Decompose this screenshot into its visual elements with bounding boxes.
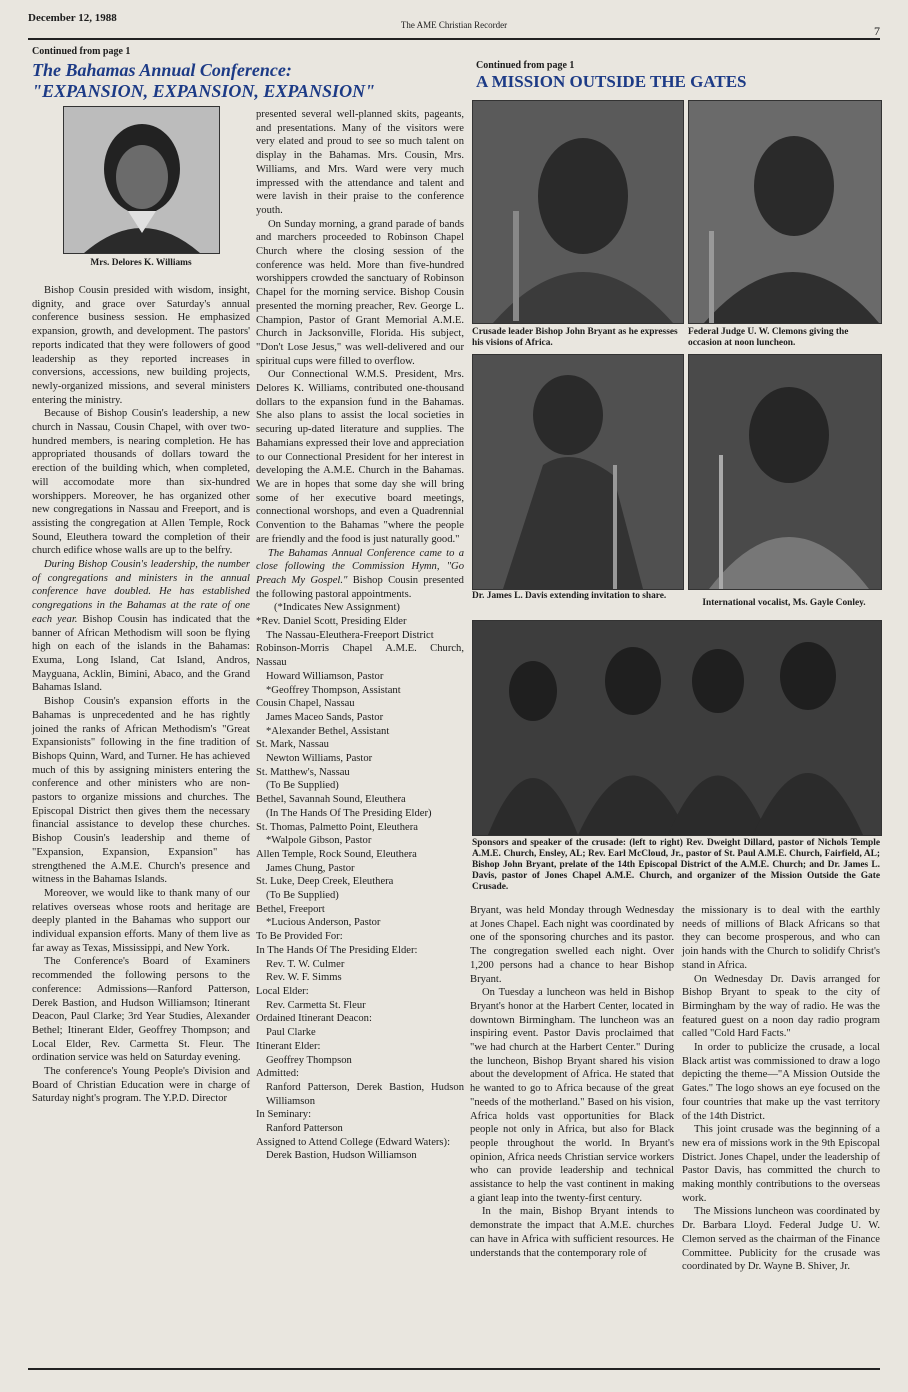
paragraph: The Missions luncheon was coordinated by Dr. Barbara Lloyd. Federal Judge U. W. Clemon served as the chairman of the Finance Committee. Publicity for the crusade was coordinated by Dr. Wayne B. Shiver, Jr.: [682, 1206, 880, 1273]
page-header: [28, 10, 880, 36]
right-article-column-3: [470, 904, 674, 1260]
paragraph: Bishop Cousin presided with wisdom, insight, dignity, and grace over Saturday's annual conference business session. He emphasized expansion, growth, and development. The pastors' reports indicated that they were followers of good leadership as they reported increases in conversions, accessions, new building projects, newly-organized missions, and several ministers entering the ministry.: [32, 285, 250, 406]
paragraph: the missionary is to deal with the earthly needs of millions of Black Africans so that they can become prosperous, and who can join hands with the Church to solidify Christ's stand in Africa.: [682, 905, 880, 971]
appointment-line: St. Matthew's, Nassau: [256, 766, 350, 778]
appointment-line: Paul Clarke: [266, 1027, 316, 1039]
caption-photo5: Sponsors and speaker of the crusade: (left to right) Rev. Dweight Dillard, pastor of Nichols Temple A.M.E. Church, Ensley, AL; Rev. Earl McCloud, Jr., pastor of St. Paul A.M.E. Church, Fairfield, AL; Bishop John Bryant, prelate of the 14th Episcopal District of the A.M.E. Church; and Dr. James L. Davis, pastor of Jones Chapel A.M.E. Church, and organizer of the Mission Outside the Gate Crusade.: [472, 838, 880, 892]
appointment-line: Ranford Patterson, Derek Bastion, Hudson Williamson: [266, 1081, 464, 1107]
appointment-line: In The Hands Of The Presiding Elder:: [256, 944, 418, 956]
portrait-illustration: [64, 107, 219, 253]
appointment-line: (*Indicates New Assignment): [274, 602, 400, 614]
left-headline-line2: "EXPANSION, EXPANSION, EXPANSION": [32, 81, 376, 101]
appointment-line: Cousin Chapel, Nassau: [256, 698, 355, 710]
appointment-line: Admitted:: [256, 1068, 299, 1080]
paragraph: On Wednesday Dr. Davis arranged for Bishop Bryant to speak to the city of Birmingham by the way of radio. He was the featured guest on a noon day radio program called "Cold Hard Facts.": [682, 973, 880, 1040]
paragraph: This joint crusade was the beginning of a new era of missions work in the 9th Episcopal District. Jones Chapel, under the leadership of Pastor Davis, has committed the church to making monthly contributions to the overseas work.: [682, 1124, 880, 1204]
appointment-line: *Lucious Anderson, Pastor: [266, 917, 381, 929]
appointment-line: *Rev. Daniel Scott, Presiding Elder: [256, 616, 407, 628]
photo-james-davis: [472, 354, 684, 590]
appointment-line: Local Elder:: [256, 986, 309, 997]
appointment-line: (In The Hands Of The Presiding Elder): [266, 807, 432, 819]
footer-rule: [28, 1368, 880, 1370]
caption-photo2: Federal Judge U. W. Clemons giving the occasion at noon luncheon.: [688, 327, 849, 348]
text: Bishop Cousin has indicated that the banner of African Methodism will soon be flying high on each of the islands in the Bahamas: Exuma, Long Island, Cat Island, Andros, Mayguana, Acklin, Bimini, Abaco, and the Grand Bahamas Island.: [32, 613, 250, 694]
appointment-line: The Nassau-Eleuthera-Freeport District: [266, 629, 434, 641]
photo-delores-williams: [63, 106, 220, 254]
photo-illustration: [689, 101, 881, 323]
appointment-line: *Walpole Gibson, Pastor: [266, 835, 372, 847]
paragraph: [256, 547, 464, 602]
text: Bishop Cousin presented the following pastoral appointments.: [256, 574, 464, 600]
appointment-line: Rev. T. W. Culmer: [266, 958, 345, 970]
caption-delores-williams: Mrs. Delores K. Williams: [90, 258, 192, 268]
photo-judge-clemons: [688, 100, 882, 324]
caption-photo4: International vocalist, Ms. Gayle Conley.: [702, 598, 866, 608]
appointment-line: Bethel, Savannah Sound, Eleuthera: [256, 794, 406, 806]
header-rule: [28, 38, 880, 40]
appointment-line: Itinerant Elder:: [256, 1040, 321, 1052]
photo-crusade-sponsors: [472, 620, 882, 836]
left-continued-label: Continued from page 1: [32, 46, 131, 57]
left-headline-line1: The Bahamas Annual Conference:: [32, 60, 292, 80]
right-headline: A MISSION OUTSIDE THE GATES: [476, 72, 747, 91]
appointment-line: Rev. Carmetta St. Fleur: [266, 999, 366, 1011]
caption-photo3: Dr. James L. Davis extending invitation to share.: [472, 591, 667, 601]
photo-gayle-conley: [688, 354, 882, 590]
appointment-line: St. Luke, Deep Creek, Eleuthera: [256, 876, 394, 888]
photo-illustration: [689, 355, 881, 589]
right-article-column-4: [682, 904, 880, 1274]
appointment-line: Rev. W. F. Simms: [266, 972, 342, 984]
paragraph: In order to publicize the crusade, a local Black artist was commissioned to draw a logo depicting the theme—"A Mission Outside the Gates." The logo shows an eye focused on the four countries that make up the vast territory of the 14th District.: [682, 1042, 880, 1122]
paragraph: presented several well-planned skits, pageants, and presentations. Many of the visitors were very elated and proud to see so much talent on display in the Bahamas. Mrs. Cousin, Mrs. Williams, and Mrs. Ward were very much impressed with the attendance and talent and were lavish in their praise to the conference youth.: [256, 109, 464, 216]
appointment-line: Derek Bastion, Hudson Williamson: [266, 1150, 417, 1162]
paragraph: Moreover, we would like to thank many of our relatives overseas whose roots and heritage are deeply planted in the Bahamas who support our individual expansion efforts. Many of them live as far away as Texas, Mississippi, and New York.: [32, 887, 250, 954]
appointment-line: St. Mark, Nassau: [256, 739, 329, 751]
paper-name: The AME Christian Recorder: [400, 20, 508, 30]
paragraph: The Conference's Board of Examiners recommended the following persons to the conference: Admissions—Ranford Patterson, Derek Bastion, and Hudson Williamson; Itinerant Deacon, Paul Clarke; 3rd Year Studies, Alexander Bethel; Itinerant Elder, Geoffrey Thompson; and Local Elder, Rev. Carmetta St. Fleur. The ordination service was held on Saturday evening.: [32, 956, 250, 1064]
appointment-line: Newton Williams, Pastor: [266, 753, 373, 765]
page-number: 7: [874, 24, 880, 38]
appointments-list: [256, 601, 464, 1163]
photo-illustration: [473, 621, 881, 835]
paragraph: On Sunday morning, a grand parade of bands and marchers proceeded to Robinson Chapel Church where the closing session of the conference was held. More than five-hundred worshippers crowded the sanctuary of Robinson Chapel for the morning service. Bishop Cousin presented the morning preacher, Rev. George L. Champion, Pastor of Grant Memorial A.M.E. Church in Jacksonville, Florida. His subject, "Don't Lose Jesus," was well-delivered and our spiritual cups were filled to overflow.: [256, 218, 464, 367]
appointment-line: Howard Williamson, Pastor: [266, 670, 384, 682]
caption-photo1: Crusade leader Bishop John Bryant as he expresses his visions of Africa.: [472, 327, 678, 348]
appointment-line: St. Thomas, Palmetto Point, Eleuthera: [256, 821, 418, 833]
appointment-line: (To Be Supplied): [266, 890, 339, 902]
photo-illustration: [473, 355, 683, 589]
appointment-line: Assigned to Attend College (Edward Waters):: [256, 1136, 451, 1148]
paragraph: Because of Bishop Cousin's leadership, a new church in Nassau, Cousin Chapel, with over two-hundred members, is nearing completion. He has appropriated thousands of dollars toward the erection of the building which, when completed, will accomodate more than six-hundred worshippers. Moreover, he has organized other new congregations in Nassau and Freeport, and is assisting the congregation at Allen Temple, Rock Sound, Eleuthera toward the completion of their church edifice whose walls are up to the belfry.: [32, 408, 250, 557]
left-article-column-2: [256, 108, 464, 1163]
appointment-line: Allen Temple, Rock Sound, Eleuthera: [256, 848, 417, 860]
italic-text: During Bishop Cousin's leadership, the number of congregations and ministers in the annual conference have doubled. He has established congregations in the Bahamas at the rate of one each year.: [32, 559, 250, 625]
appointment-line: (To Be Supplied): [266, 780, 339, 792]
appointment-line: In Seminary:: [256, 1109, 312, 1121]
left-article-column-1: [32, 284, 250, 1106]
appointment-line: *Geoffrey Thompson, Assistant: [266, 684, 401, 696]
paragraph: In the main, Bishop Bryant intends to demonstrate the impact that A.M.E. churches can have in Africa with sufficient resources. He understands that the contemporary role of: [470, 1206, 674, 1259]
appointment-line: Bethel, Freeport: [256, 903, 325, 915]
italic-text: The Bahamas Annual Conference came to a close following the Commission Hymn, "Go Preach My Gospel.": [256, 547, 464, 586]
right-continued-label: Continued from page 1: [476, 60, 575, 71]
appointment-line: Geoffrey Thompson: [266, 1054, 352, 1066]
appointment-line: Ranford Patterson: [266, 1123, 343, 1135]
appointment-line: *Alexander Bethel, Assistant: [266, 725, 390, 737]
appointment-line: To Be Provided For:: [256, 931, 343, 943]
appointment-line: James Chung, Pastor: [266, 862, 355, 874]
issue-date: December 12, 1988: [28, 12, 117, 24]
photo-bishop-bryant: [472, 100, 684, 324]
photo-illustration: [473, 101, 683, 323]
appointment-line: James Maceo Sands, Pastor: [266, 711, 384, 723]
paragraph: Bishop Cousin's expansion efforts in the Bahamas is unprecedented and he has rightly joined the ranks of African Methodism's "Great Expansionists" following in the fine tradition of Bishops Quinn, Ward, and Turner. He has achieved much of this by assigning ministers entering the conference and other ministers who are non-pastors to organize missions and churches. The Episcopal District then gives them the necessary financial assistance to develop these churches. Bishop Cousin's leadership and theme of "Expansion, Expansion, Expansion" has strengthened the A.M.E. Church's presence and witness in the Bahamas Islands.: [32, 696, 250, 886]
paragraph: Our Connectional W.M.S. President, Mrs. Delores K. Williams, contributed one-thousand dollars to the expansion fund in the Bahamas. She also plans to assist the local societies in securing up-dated literature and supplies. The Bahamians expressed their love and appreciation to our Connectional President for her interest in developing the A.M.E. Church in the Bahamas. We are in hopes that some day she will bring some of her executive board meetings, connectional worshops, and even a Quadrennial Convention to the Bahamas "where the people are friendly and the food is just naturally good.": [256, 369, 464, 545]
appointment-line: Robinson-Morris Chapel A.M.E. Church, Nassau: [256, 643, 464, 669]
paragraph: [32, 558, 250, 695]
appointment-line: Ordained Itinerant Deacon:: [256, 1013, 372, 1025]
paragraph: Bryant, was held Monday through Wednesday at Jones Chapel. Each night was coordinated by one of the sponsoring churches and its pastor. The congregation swelled each night. Over 1,200 persons had a chance to hear Bishop Bryant.: [470, 905, 674, 985]
paragraph: On Tuesday a luncheon was held in Bishop Bryant's honor at the Harbert Center, located in downtown Birmingham. The luncheon was an inspiring event. Pastor Davis proclaimed that "we had church at the Harbert Center." During the luncheon, Bishop Bryant shared his vision about the development of Africa. He stated that he wanted to go to Africa because of the great "needs of the motherland." Based on his vision, Africa holds vast opportunities for Black people not only in Africa, but also for Black people throughout the world. In Bryant's opinion, Africa needs Christian service workers who can provide leadership and technical assistance to help the vast continent in making a giant leap into the twenty-first century.: [470, 987, 674, 1204]
paragraph: The conference's Young People's Division and Board of Christian Education were in charge of Saturday night's program. The Y.P.D. Director: [32, 1066, 250, 1105]
